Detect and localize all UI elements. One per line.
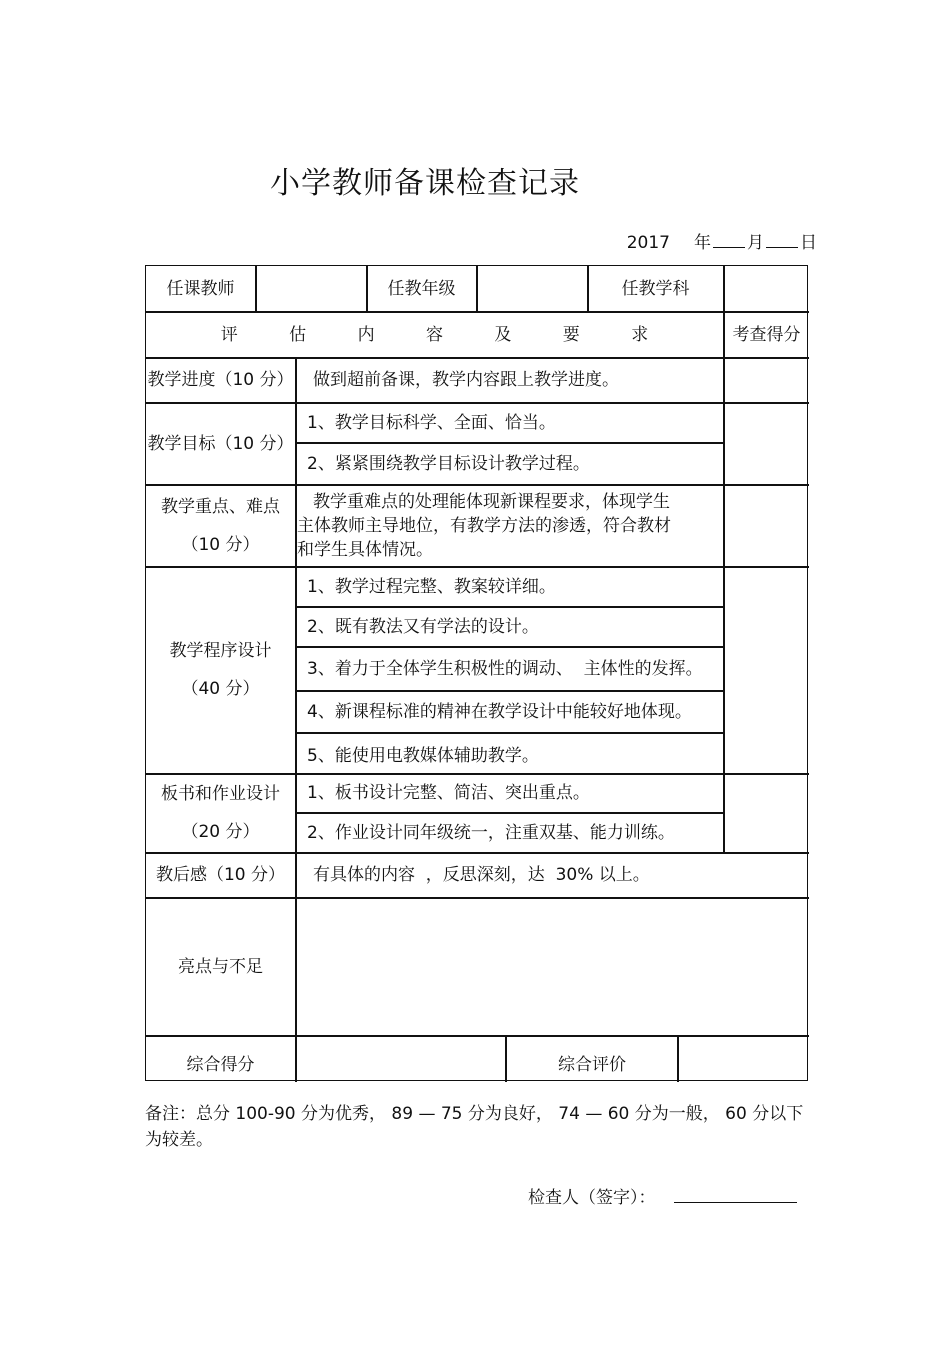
- key-points-score-field[interactable]: [724, 485, 809, 566]
- procedure-label: [146, 567, 295, 773]
- board-homework-criterion: 2、作业设计同年级统一，注重双基、能力训练。: [307, 822, 675, 843]
- subject-label: 任教学科: [621, 278, 690, 299]
- key-points-text-line: 教学重难点的处理能体现新课程要求，体现学生: [313, 491, 670, 512]
- board-homework-label: [146, 774, 295, 852]
- procedure-label-line2: （40 分）: [181, 679, 260, 699]
- score-header: 考查得分: [732, 324, 801, 345]
- criteria-header: 评 估 内 容 及 要 求: [220, 324, 672, 345]
- goal-criterion: 1、教学目标科学、全面、恰当。: [307, 412, 556, 433]
- board-homework-label-line2: （20 分）: [181, 822, 260, 842]
- key-points-label: [146, 485, 295, 566]
- day-blank[interactable]: [766, 231, 798, 248]
- date-day-label: 日: [800, 233, 817, 253]
- teacher-label: 任课教师: [166, 278, 235, 299]
- progress-label: 教学进度（10 分）: [147, 370, 294, 390]
- highlights-field[interactable]: [297, 898, 809, 1035]
- grade-field[interactable]: [477, 266, 587, 311]
- date-line: [627, 228, 817, 253]
- total-score-label: 综合得分: [186, 1055, 255, 1075]
- key-points-text-line: 和学生具体情况。: [297, 539, 433, 560]
- progress-score-field[interactable]: [724, 358, 809, 402]
- key-points-label-line1: 教学重点、难点: [161, 496, 280, 517]
- inspection-form-table: [145, 265, 808, 1081]
- goal-score-field[interactable]: [724, 403, 809, 484]
- key-points-label-line2: （10 分）: [181, 534, 260, 555]
- progress-criterion: 做到超前备课，教学内容跟上教学进度。: [313, 370, 619, 390]
- reflection-criterion: 有具体的内容 ，反思深刻，达 30% 以上。: [313, 865, 650, 885]
- goal-label: 教学目标（10 分）: [147, 433, 294, 454]
- procedure-label-line1: 教学程序设计: [169, 641, 272, 661]
- procedure-criterion: 1、教学过程完整、教案较详细。: [307, 576, 556, 597]
- procedure-criterion: 3、着力于全体学生积极性的调动、 主体性的发挥。: [307, 658, 703, 679]
- date-year-label: 年: [694, 233, 711, 253]
- grade-label: 任教年级: [387, 278, 456, 299]
- board-homework-score-field[interactable]: [724, 774, 809, 852]
- board-homework-label-line1: 板书和作业设计: [161, 784, 280, 804]
- checker-label: 检查人（签字）：: [528, 1188, 656, 1208]
- month-blank[interactable]: [713, 231, 745, 248]
- grading-note: 备注：总分 100-90 分为优秀， 89 — 75 分为良好， 74 — 60 分为一般， 60 分以下为较差。: [145, 1104, 804, 1150]
- key-points-text-line: 主体教师主导地位，有教学方法的渗透，符合教材: [297, 515, 671, 536]
- procedure-criterion: 4、新课程标准的精神在教学设计中能较好地体现。: [307, 701, 692, 722]
- total-score-field[interactable]: [297, 1036, 505, 1082]
- board-homework-criterion: 1、板书设计完整、简洁、突出重点。: [307, 783, 590, 803]
- page-title: 小学教师备课检查记录: [270, 166, 580, 201]
- teacher-field[interactable]: [256, 266, 366, 311]
- goal-criterion: 2、紧紧围绕教学目标设计教学过程。: [307, 453, 590, 474]
- evaluation-field[interactable]: [679, 1036, 809, 1082]
- reflection-score-field[interactable]: [724, 853, 809, 897]
- subject-field[interactable]: [724, 266, 809, 311]
- procedure-criterion: 5、能使用电教媒体辅助教学。: [307, 746, 539, 766]
- reflection-label: 教后感（10 分）: [155, 865, 286, 885]
- checker-signature: [528, 1183, 797, 1208]
- date-year: 2017: [626, 233, 670, 253]
- signature-field[interactable]: [674, 1184, 797, 1203]
- procedure-score-field[interactable]: [724, 567, 809, 773]
- procedure-criterion: 2、既有教法又有学法的设计。: [307, 616, 539, 637]
- evaluation-label: 综合评价: [558, 1055, 626, 1075]
- date-month-label: 月: [747, 233, 764, 253]
- key-points-criterion: [297, 485, 723, 566]
- highlights-label: 亮点与不足: [178, 956, 263, 977]
